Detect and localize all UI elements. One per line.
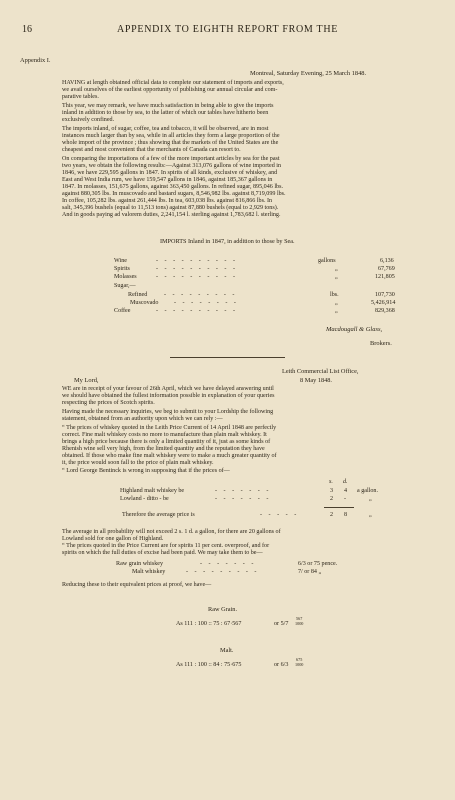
letter1-line: we avail ourselves of the earliest opportunity of publishing our annual circular and com- <box>62 87 278 93</box>
letter1-dateline: Montreal, Saturday Evening, 25 March 1848. <box>250 70 367 77</box>
price-label: Lowland - ditto - be <box>120 496 169 502</box>
letter2-line: “ The prices quoted in the Price Current are for spirits 11 per cent. overproof, and for <box>62 543 270 549</box>
letter2-line: spirits on which the full duties of excise had been paid. We may take them to be— <box>62 550 263 556</box>
table-item: Sugar,— <box>114 283 136 289</box>
sum-rule <box>324 507 354 508</box>
letter2-line: correct. Fine malt whiskey costs no more to manufacture than plain malt whiskey. It <box>62 432 267 438</box>
leader-dots: - - - - - - - - - - <box>156 274 238 280</box>
margin-note: Appendix I. <box>20 57 51 64</box>
leader-dots: - - - - - - - <box>215 488 271 494</box>
letter1-line: instances much larger than by sea, while in all articles they form a large proportion of the <box>62 133 280 139</box>
letter1-line: In coffee, 105,282 lbs. against 261,444 lbs. In tea, 603,038 lbs. against 816,866 lbs. In <box>62 198 273 204</box>
leader-dots: - - - - - - - - - - <box>156 266 238 272</box>
table-unit: „ <box>335 308 338 314</box>
table-value: 121,805 <box>375 274 395 280</box>
letter1-line: On comparing the importations of a few of the more important articles by sea for the past <box>62 156 280 162</box>
table-unit: „ <box>335 300 338 306</box>
table-unit: „ <box>335 266 338 272</box>
letter1-line: East and West India rum, we have 159,547 gallons in 1846, against 185,367 gallons in <box>62 177 273 183</box>
letter1-line: This year, we may remark, we have much satisfaction in being able to give the imports <box>62 103 274 109</box>
whiskey-value: 6/3 or 75 pence. <box>298 561 338 567</box>
letter1-line: whole import of the province ; thus showing that the markets of the United States are the <box>62 140 279 146</box>
salutation: My Lord, <box>74 377 99 384</box>
table-item: Coffee <box>114 308 131 314</box>
imports-table-title: IMPORTS Inland in 1847, in addition to those by Sea. <box>160 238 295 245</box>
page-number: 16 <box>22 24 32 35</box>
reducing-line: Reducing these to their equivalent prices at proof, we have— <box>62 582 212 588</box>
raw-grain-fraction-den: 1000 <box>295 621 304 626</box>
leader-dots: - - - - - - - - <box>174 300 239 306</box>
table-value: 67,769 <box>378 266 395 272</box>
letter2-date: 8 May 1848. <box>300 377 333 384</box>
letter1-line: exclusively confined. <box>62 117 115 123</box>
price-head-s: s. <box>329 479 333 485</box>
price-total-label: Therefore the average price is <box>122 512 195 518</box>
letter2-line: respecting the prices of Scotch spirits. <box>62 400 155 406</box>
whiskey-label: Malt whiskey <box>132 569 166 575</box>
table-unit: gallons <box>318 258 336 264</box>
price-total-note: „ <box>369 512 372 518</box>
malt-result: or 6/3 <box>274 662 289 668</box>
raw-grain-heading: Raw Grain. <box>208 606 238 613</box>
malt-calc: As 111 : 100 :: 84 : 75·675 <box>176 662 242 668</box>
letter1-line: salt, 345,396 bushels (equal to 11,513 tons) against 87,880 bushels (equal to 2,929 tons). <box>62 205 279 211</box>
letter2-line: Rhenish wine sell very high, from the limited quantity and the reputation they have <box>62 446 265 452</box>
letter1-line: The imports inland, of sugar, coffee, tea and tobacco, it will be observed, are in most <box>62 126 269 132</box>
price-total-d: 8 <box>344 512 348 518</box>
leader-dots: - - - - - - - <box>200 561 256 567</box>
table-item: Spirits <box>114 266 130 272</box>
letter1-line: And in goods paying ad valorem duties, 2,241,154 l. sterling against 1,783,682 l. sterling. <box>62 212 281 218</box>
price-head-d: d. <box>343 479 348 485</box>
letter1-line: two years, we obtain the following results:—Against 313,076 gallons of wine imported in <box>62 163 282 169</box>
letter1-line: 1846, we have 229,595 gallons in 1847. In spirits of all kinds, exclusive of whiskey, and <box>62 170 278 176</box>
price-s: 3 <box>330 488 334 494</box>
signature: Macdougall & Glass, <box>326 326 383 333</box>
price-d: - <box>344 496 347 502</box>
signature-role: Brokers. <box>370 340 392 347</box>
letter2-line: “ Lord George Bentinck is wrong in supposing that if the prices of— <box>62 468 230 474</box>
leader-dots: - - - - - <box>260 512 299 518</box>
letter2-line: Lowland sold for one gallon of Highland. <box>62 536 164 542</box>
letter1-line: parative tables. <box>62 94 99 100</box>
letter2-line: obtained. If those who make fine malt whiskey were to make a much greater quantity of <box>62 453 277 459</box>
malt-fraction-num: 675 <box>296 657 303 662</box>
table-unit: lbs. <box>330 292 339 298</box>
letter2-line: Having made the necessary inquiries, we beg to submit to your Lordship the following <box>62 409 274 415</box>
letter2-line: statement, obtained from an authority upon which we can rely :— <box>62 416 223 422</box>
price-total-s: 2 <box>330 512 334 518</box>
letter2-line: WE are in receipt of your favour of 26th April, which we have delayed answering until <box>62 386 274 392</box>
whiskey-value: 7/ or 84 „ <box>298 569 322 575</box>
letter1-line: inland in addition to those by sea, to the latter of which our tables have hitherto been <box>62 110 269 116</box>
page-header <box>0 24 455 38</box>
letter2-line: it, the price would soon fall to the price of plain malt whiskey. <box>62 460 214 466</box>
malt-fraction-den: 1000 <box>295 662 304 667</box>
leader-dots: - - - - - - - - - - <box>156 258 238 264</box>
price-d: 4 <box>344 488 348 494</box>
leader-dots: - - - - - - - - - <box>186 569 259 575</box>
table-item: Muscovado <box>130 300 159 306</box>
letter1-line: cheapest and most convenient that the merchants of Canada can resort to. <box>62 147 241 153</box>
table-item: Wine <box>114 258 127 264</box>
price-note: „ <box>369 496 372 502</box>
letter1-line: 1847. In molasses, 151,675 gallons, against 363,450 gallons. In refined sugar, 895,046 lbs. <box>62 184 283 190</box>
whiskey-label: Raw grain whiskey <box>116 561 164 567</box>
price-label: Highland malt whiskey be <box>120 488 185 494</box>
table-value: 6,136 <box>380 258 394 264</box>
letter1-line: HAVING at length obtained official data to complete our statement of imports and exports, <box>62 80 284 86</box>
table-value: 107,730 <box>375 292 395 298</box>
leader-dots: - - - - - - - - - - <box>156 308 238 314</box>
table-value: 5,426,914 <box>371 300 396 306</box>
divider-rule <box>170 357 285 358</box>
table-item: Refined <box>128 292 148 298</box>
raw-grain-fraction-num: 567 <box>296 616 303 621</box>
letter2-dateline: Leith Commercial List Office, <box>282 368 359 375</box>
running-title: APPENDIX TO EIGHTH REPORT FROM THE <box>116 24 339 35</box>
letter2-line: brings a high price because there is only a limited quantity of it, just as some kinds of <box>62 439 271 445</box>
table-value: 829,368 <box>375 308 395 314</box>
raw-grain-calc: As 111 : 100 :: 75 : 67·567 <box>176 621 242 627</box>
price-s: 2 <box>330 496 334 502</box>
letter1-line: against 880,305 lbs. In muscovado and bastard sugars, 8,546,982 lbs. against 8,719,099 lbs. <box>62 191 286 197</box>
malt-heading: Malt. <box>220 647 234 654</box>
letter2-line: “ The prices of whiskey quoted in the Leith Price Current of 14 April 1848 are perfectly <box>62 425 277 431</box>
letter2-line: we should have obtained the fullest information possible in explanation of your queries <box>62 393 275 399</box>
table-item: Molasses <box>114 274 137 280</box>
letter2-line: The average in all probability will not exceed 2 s. 1 d. a gallon, for there are 20 gallons of <box>62 529 281 535</box>
table-unit: „ <box>335 274 338 280</box>
leader-dots: - - - - - - - <box>215 496 271 502</box>
leader-dots: - - - - - - - - - <box>164 292 237 298</box>
price-note: a gallon. <box>357 488 378 494</box>
raw-grain-result: or 5/7 <box>274 621 289 627</box>
